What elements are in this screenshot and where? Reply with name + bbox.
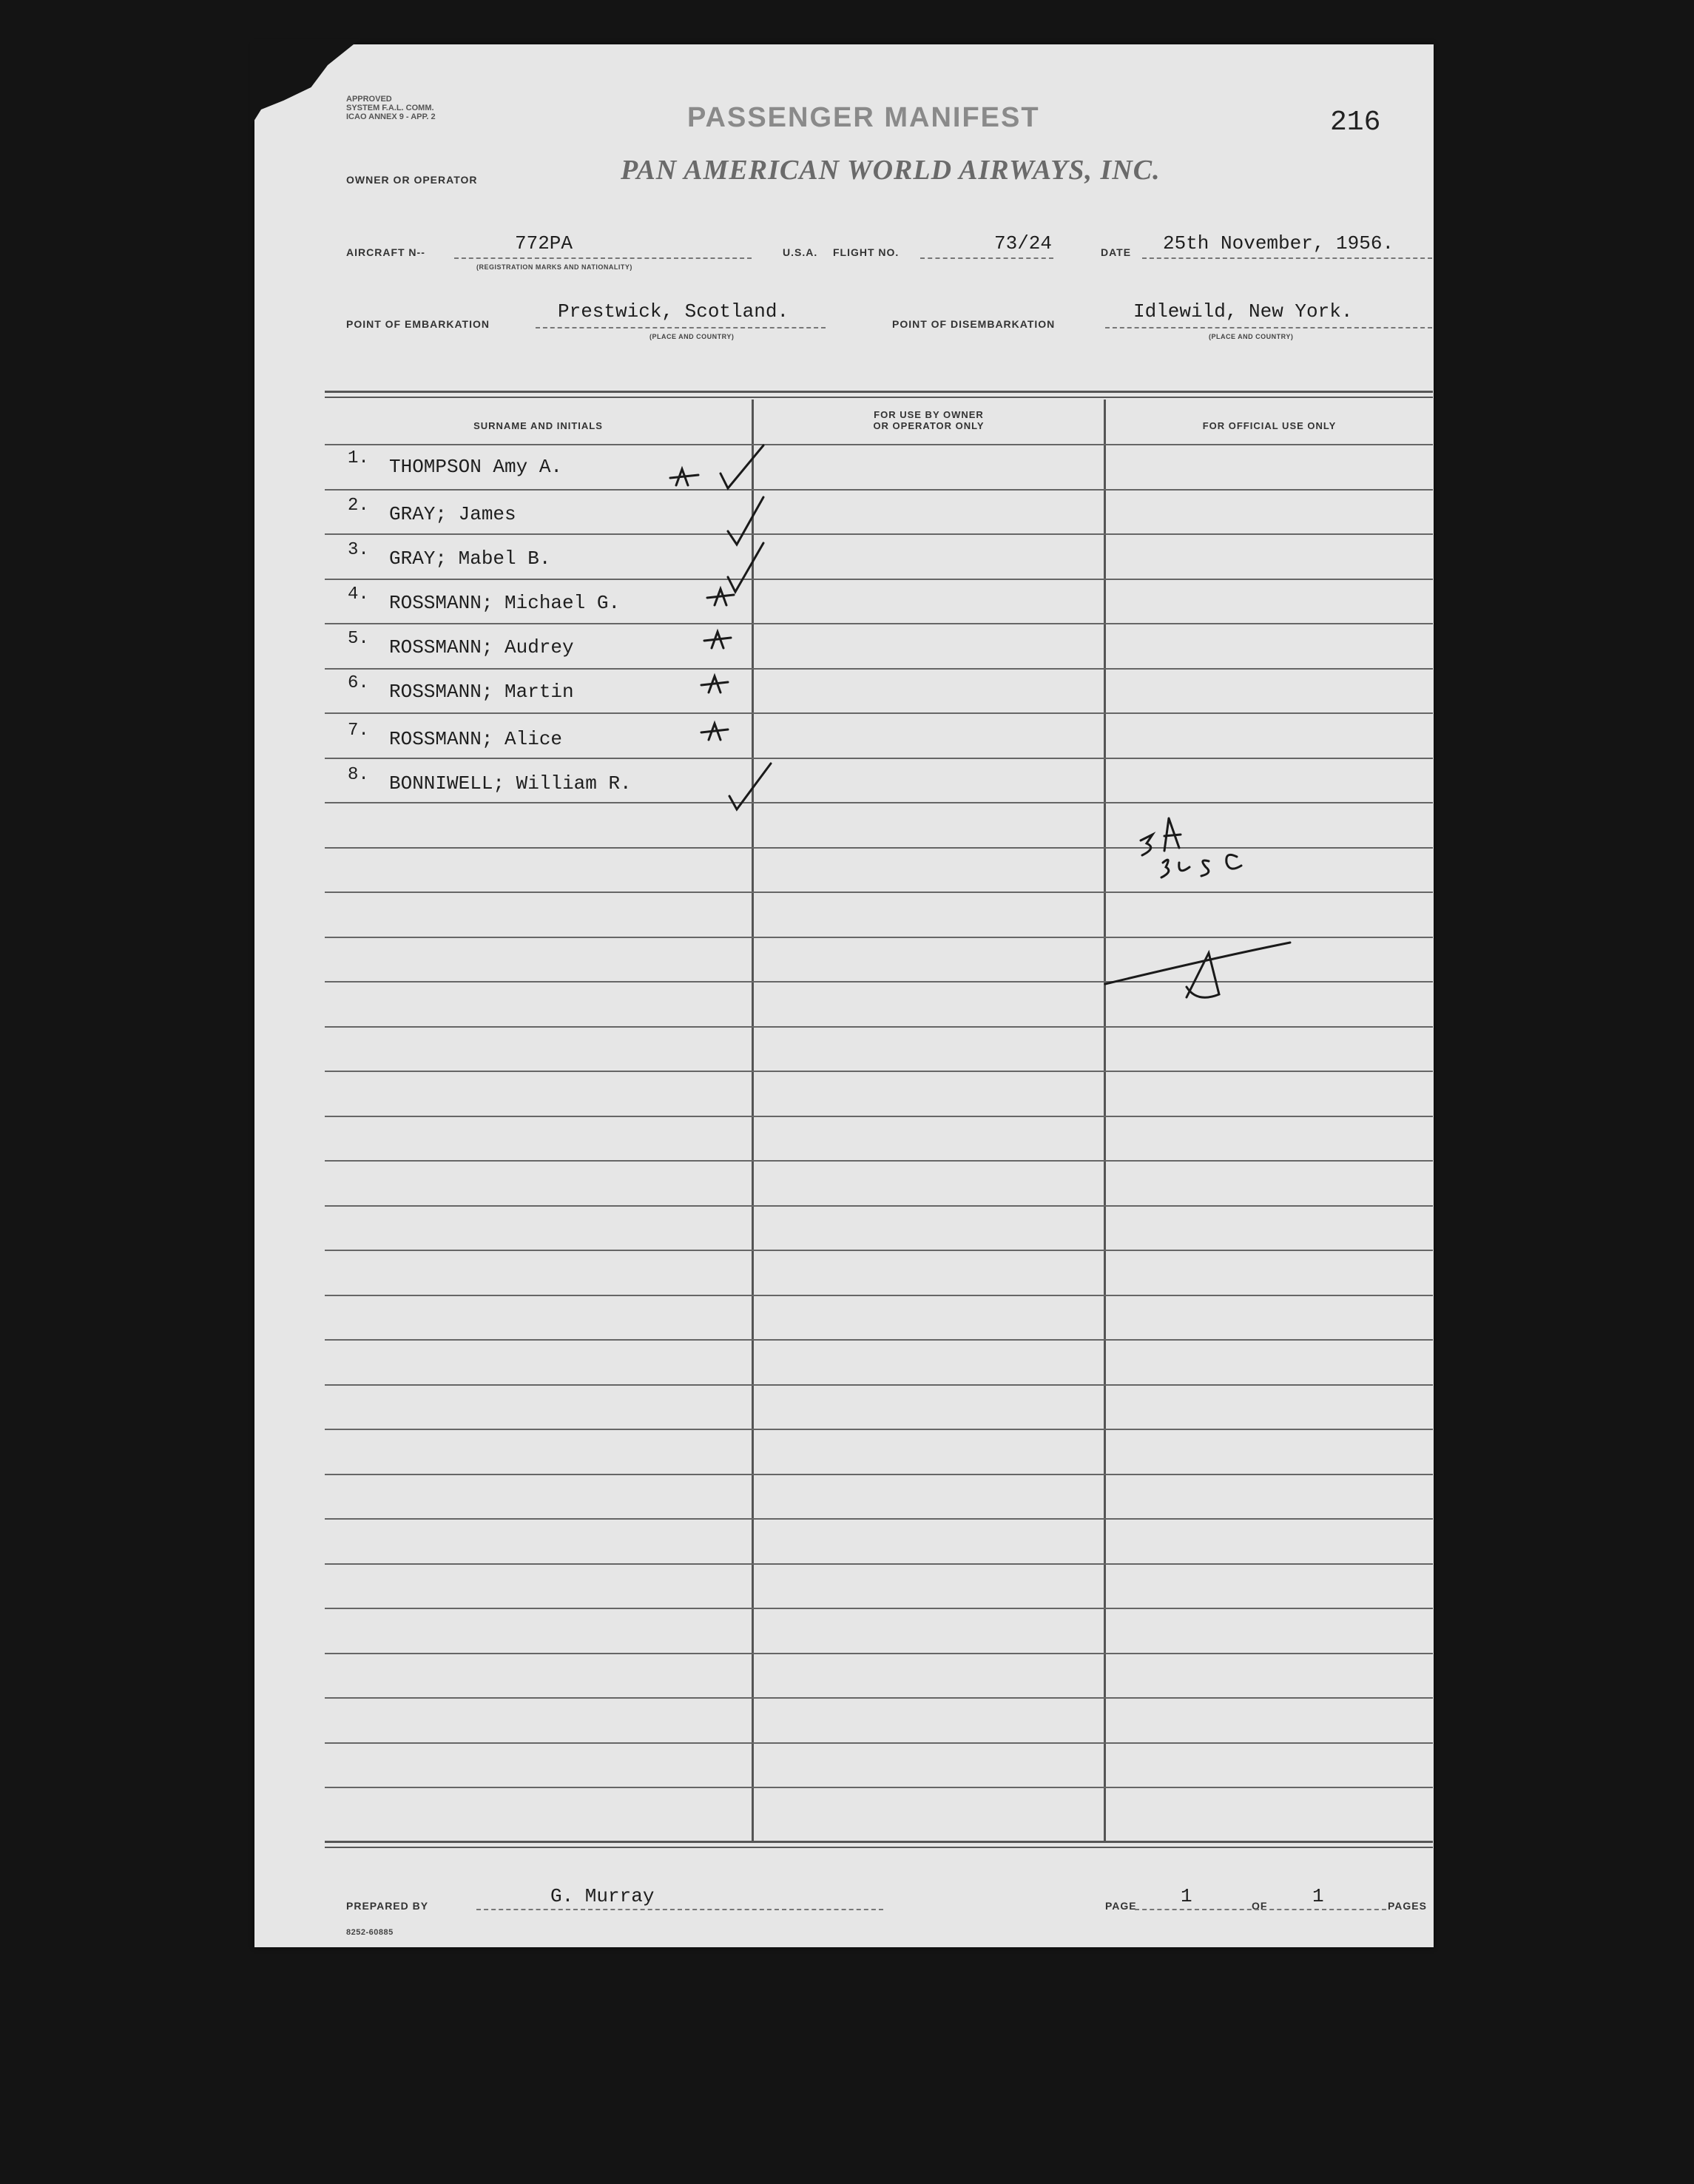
approval-stamp: APPROVED SYSTEM F.A.L. COMM. ICAO ANNEX 9 - APP. 2 xyxy=(346,95,436,121)
passenger-number: 8. xyxy=(348,765,369,785)
pages-label: PAGES xyxy=(1388,1900,1427,1912)
passenger-name: GRAY; James xyxy=(389,503,516,525)
surname-column-header: SURNAME AND INITIALS xyxy=(473,420,603,431)
disembarkation-sublabel: (PLACE AND COUNTRY) xyxy=(1209,333,1294,340)
of-value: 1 xyxy=(1312,1885,1324,1907)
page-number-stamp: 216 xyxy=(1330,107,1381,138)
passenger-name: ROSSMANN; Alice xyxy=(389,728,563,750)
handwritten-marks xyxy=(254,44,1434,1947)
page-label: PAGE xyxy=(1105,1900,1137,1912)
passenger-number: 3. xyxy=(348,540,369,560)
prepared-by-label: PREPARED BY xyxy=(346,1900,429,1912)
embarkation-label: POINT OF EMBARKATION xyxy=(346,318,490,330)
passenger-name: ROSSMANN; Michael G. xyxy=(389,592,621,614)
passenger-number: 6. xyxy=(348,673,369,693)
official-column-header: FOR OFFICIAL USE ONLY xyxy=(1202,420,1337,431)
prepared-by-value: G. Murray xyxy=(550,1885,655,1907)
passenger-name: THOMPSON Amy A. xyxy=(389,456,563,478)
manifest-page xyxy=(254,44,1434,1947)
passenger-name: GRAY; Mabel B. xyxy=(389,547,551,570)
passenger-name: ROSSMANN; Martin xyxy=(389,681,574,703)
disembarkation-value: Idlewild, New York. xyxy=(1133,300,1353,323)
owner-value: PAN AMERICAN WORLD AIRWAYS, INC. xyxy=(621,155,1161,186)
flight-value: 73/24 xyxy=(994,232,1053,255)
usa-label: U.S.A. xyxy=(783,246,818,258)
passenger-number: 4. xyxy=(348,584,369,604)
aircraft-value: 772PA xyxy=(515,232,573,255)
date-label: DATE xyxy=(1101,246,1132,258)
passenger-name: BONNIWELL; William R. xyxy=(389,772,632,795)
passenger-name: ROSSMANN; Audrey xyxy=(389,636,574,658)
form-number: 8252-60885 xyxy=(346,1928,394,1937)
owner-label: OWNER OR OPERATOR xyxy=(346,174,478,186)
embarkation-sublabel: (PLACE AND COUNTRY) xyxy=(649,333,735,340)
passenger-number: 7. xyxy=(348,721,369,741)
flight-label: FLIGHT NO. xyxy=(833,246,900,258)
disembarkation-label: POINT OF DISEMBARKATION xyxy=(892,318,1056,330)
passenger-number: 1. xyxy=(348,448,369,468)
aircraft-label: AIRCRAFT N-- xyxy=(346,246,425,258)
embarkation-value: Prestwick, Scotland. xyxy=(558,300,789,323)
passenger-number: 5. xyxy=(348,629,369,649)
date-value: 25th November, 1956. xyxy=(1163,232,1394,255)
passenger-number: 2. xyxy=(348,496,369,516)
operator-column-header: FOR USE BY OWNER OR OPERATOR ONLY xyxy=(873,409,985,431)
document-title: PASSENGER MANIFEST xyxy=(687,102,1040,133)
page-value: 1 xyxy=(1181,1885,1192,1907)
aircraft-sublabel: (REGISTRATION MARKS AND NATIONALITY) xyxy=(476,263,632,271)
of-label: OF xyxy=(1252,1900,1268,1912)
